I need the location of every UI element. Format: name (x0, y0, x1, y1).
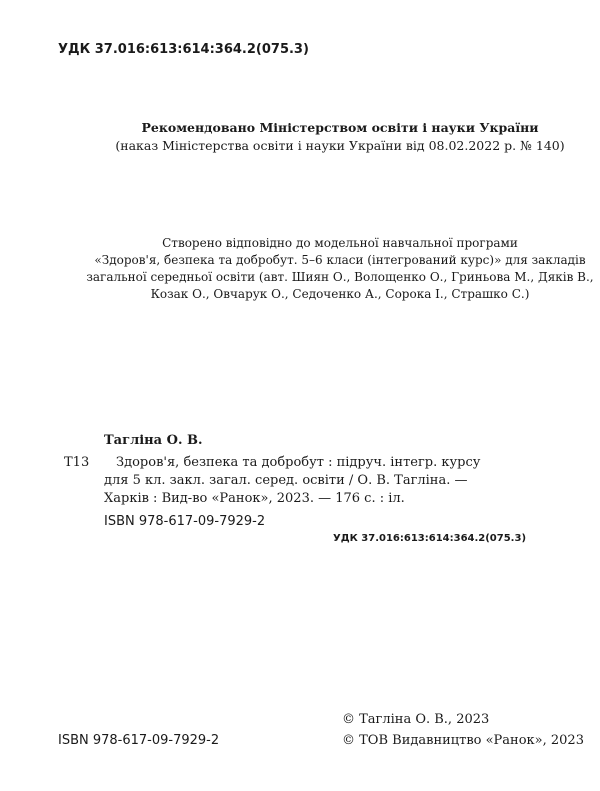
catalog-line: для 5 кл. закл. загал. серед. освіти / О. В. Тагліна. — (104, 473, 468, 488)
program-note-line: загальної середньої освіти (авт. Шиян О., Волощенко О., Гриньова М., Дяків В., (86, 270, 594, 284)
footer-isbn: ISBN 978-617-09-7929-2 (58, 733, 220, 748)
program-note-line: «Здоров'я, безпека та добробут. 5–6 класи (інтегрований курс)» для закладів (94, 253, 586, 267)
catalog-isbn: ISBN 978-617-09-7929-2 (104, 514, 266, 529)
program-note-line: Козак О., Овчарук О., Седоченко А., Сорока І., Страшко С.) (150, 287, 530, 301)
recommendation-line-2: (наказ Міністерства освіти і науки України від 08.02.2022 р. № 140) (115, 138, 565, 153)
program-note-line: Створено відповідно до модельної навчальної програми (162, 236, 518, 250)
catalog-line: Харків : Вид-во «Ранок», 2023. — 176 с. : іл. (104, 491, 405, 506)
catalog-udk: УДК 37.016:613:614:364.2(075.3) (333, 533, 527, 544)
copyright-author: © Тагліна О. В., 2023 (342, 712, 490, 727)
catalog-code: Т13 (64, 455, 90, 470)
catalog-line: Здоров'я, безпека та добробут : підруч. інтегр. курсу (116, 455, 481, 470)
recommendation-line-1: Рекомендовано Міністерством освіти і науки України (141, 120, 539, 135)
catalog-author: Тагліна О. В. (104, 433, 203, 448)
udk-top: УДК 37.016:613:614:364.2(075.3) (58, 42, 309, 57)
copyright-publisher: © ТОВ Видавництво «Ранок», 2023 (342, 733, 584, 748)
